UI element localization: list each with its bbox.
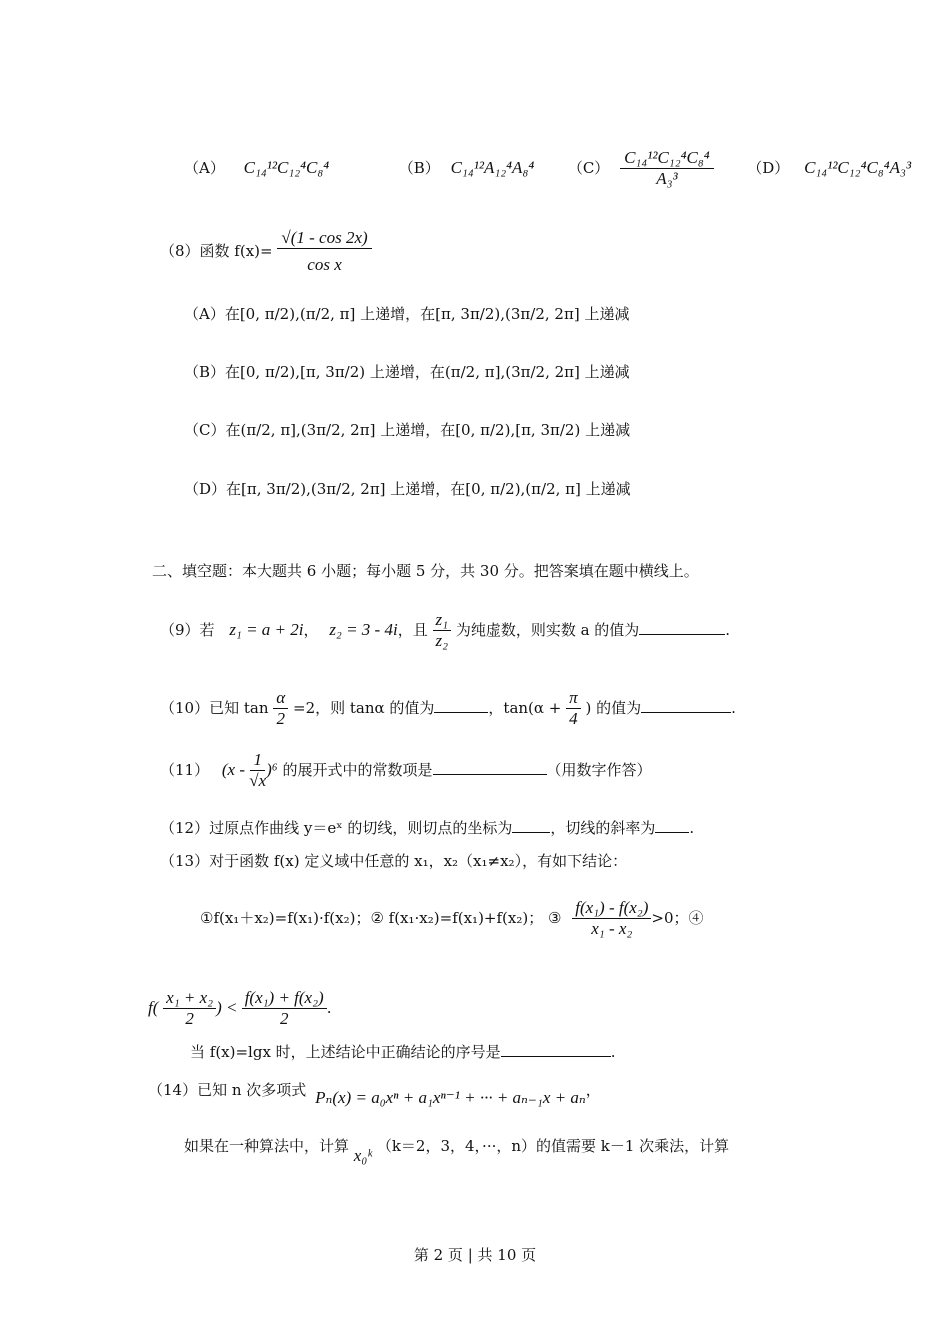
q14-stem-line [148, 1080, 601, 1107]
q9-sep2: ，且 [397, 620, 428, 639]
page-footer: 第 2 页 | 共 10 页 [413, 1246, 537, 1264]
q14-x0k: x₀ᵏ [353, 1146, 373, 1165]
q9-p1: （9）若 [160, 620, 220, 639]
q9-frac-num: z₁ [433, 610, 452, 631]
q10-frac-den: 2 [276, 709, 285, 729]
q10-frac2-num: π [566, 688, 581, 709]
q13-c3-tail: >0；④ [651, 908, 704, 927]
q13-c4-den1: 2 [185, 1009, 194, 1029]
q13-answer-blank[interactable] [501, 1042, 611, 1057]
q7-b-label: （B） [398, 158, 440, 177]
q11-fraction [249, 750, 266, 792]
q10-frac2-den: 4 [569, 709, 578, 729]
q8-option-b: （B）在[0, π/2),[π, 3π/2) 上递增，在(π/2, π],(3π/2, 2π] 上递减 [184, 363, 630, 381]
q7-c-num: C₁₄¹²C₁₂⁴C₈⁴ [620, 148, 714, 169]
q13-c3-den: x₁ - x₂ [591, 919, 633, 939]
q13-c4-num2: f(x₁) + f(x₂) [242, 988, 327, 1009]
q11-expr-right: )⁶ [266, 759, 278, 779]
q10-answer-blank-2[interactable] [641, 698, 731, 713]
q10-frac-num: α [273, 688, 288, 709]
q12-answer-blank-2[interactable] [655, 818, 689, 833]
q7-b-expr: C₁₄¹²A₁₂⁴A₈⁴ [450, 157, 535, 177]
q9-frac-den: z₂ [435, 631, 449, 651]
q14-line-2 [184, 1136, 730, 1165]
q13-conclusions [200, 898, 704, 940]
q9-fraction [433, 610, 452, 652]
q9-line [160, 610, 730, 652]
q8-fraction [277, 228, 371, 276]
q8-option-d: （D）在[π, 3π/2),(3π/2, 2π] 上递增，在[0, π/2),(π/2, π] 上递减 [184, 480, 631, 498]
q13-c4-fraction-1 [163, 988, 216, 1030]
q11-p1: （11） [160, 760, 210, 779]
q13-c3-fraction [572, 898, 651, 940]
q13-end: . [610, 1043, 616, 1061]
q9-z1: z₁ = a + 2i [229, 619, 304, 639]
q11-expr-left: (x - [221, 759, 250, 779]
q12-end: . [689, 819, 695, 837]
q9-answer-blank[interactable] [639, 620, 725, 635]
q9-sep1: ， [303, 620, 319, 639]
q11-answer-blank[interactable] [433, 760, 547, 775]
q13-c4-end: . [326, 998, 332, 1017]
q10-p2: =2，则 tanα 的值为 [293, 698, 435, 717]
q14-poly: Pₙ(x) = a₀xⁿ + a₁xⁿ⁻¹ + ··· + aₙ₋₁x + aₙ [315, 1088, 586, 1107]
q10-p1: （10）已知 tan [160, 698, 269, 717]
q10-line [160, 688, 736, 730]
q11-frac-num: 1 [250, 750, 265, 771]
q13-c3-num: f(x₁) - f(x₂) [572, 898, 651, 919]
q10-fraction-2 [566, 688, 581, 730]
q7-options [184, 148, 911, 190]
q8-stem-line [160, 228, 372, 276]
q10-fraction [273, 688, 288, 730]
q14-stem: （14）已知 n 次多项式 [148, 1081, 307, 1099]
q13-c4-left: f( [148, 997, 159, 1017]
q13-c4-mid: ) < [216, 997, 242, 1017]
q7-a-expr: C₁₄¹²C₁₂⁴C₈⁴ [243, 157, 330, 177]
q8-option-a: （A）在[0, π/2),(π/2, π] 上递增，在[π, 3π/2),(3π/2, 2π] 上递减 [184, 305, 630, 323]
q7-a-label: （A） [184, 158, 225, 177]
q13-c4-fraction-2 [242, 988, 327, 1030]
q12-p2: ，切线的斜率为 [550, 819, 656, 837]
q7-d-expr: C₁₄¹²C₁₂⁴C₈⁴A₃³ [804, 157, 912, 177]
q13-c4-line [148, 988, 331, 1030]
q8-option-c: （C）在(π/2, π],(3π/2, 2π] 上递增，在[0, π/2),[π, 3π/2) 上递减 [184, 421, 631, 439]
q11-line [160, 750, 652, 792]
q11-frac-den: √x [249, 771, 267, 791]
q12-line [160, 818, 694, 837]
q10-p4: ) 的值为 [585, 698, 642, 717]
q7-c-label: （C） [567, 158, 610, 177]
q10-p3: ，tan(α + [488, 698, 567, 717]
q14-tail: ， [585, 1081, 601, 1099]
q14-line2-b: （k＝2，3，4，···，n）的值需要 k－1 次乘法，计算 [376, 1137, 730, 1155]
q8-stem: （8）函数 f(x)= [160, 241, 278, 260]
q10-answer-blank-1[interactable] [434, 698, 488, 713]
q13-c4-num1: x₁ + x₂ [163, 988, 216, 1009]
q11-p3: （用数字作答） [546, 760, 652, 779]
section-2-heading: 二、填空题：本大题共 6 小题；每小题 5 分，共 30 分。把答案填在题中横线上。 [152, 562, 699, 580]
q13-stem: （13）对于函数 f(x) 定义域中任意的 x₁，x₂（x₁≠x₂），有如下结论： [160, 852, 628, 870]
q8-num: √(1 - cos 2x) [277, 228, 371, 249]
q12-p1: （12）过原点作曲线 y＝eˣ 的切线，则切点的坐标为 [160, 819, 513, 837]
q13-c4-den2: 2 [279, 1009, 289, 1029]
q13-ask: 当 f(x)=lgx 时，上述结论中正确结论的序号是 [190, 1043, 501, 1061]
q13-ask-line [190, 1042, 615, 1061]
q14-line2-a: 如果在一种算法中，计算 [184, 1137, 350, 1155]
q7-c-fraction [620, 148, 714, 190]
q9-p2: 为纯虚数，则实数 a 的值为 [455, 620, 640, 639]
q11-p2: 的展开式中的常数项是 [282, 760, 433, 779]
q9-z2: z₂ = 3 - 4i [329, 619, 398, 639]
q7-d-label: （D） [747, 158, 790, 177]
q10-end: . [731, 698, 736, 717]
q7-c-den: A₃³ [656, 169, 678, 189]
q12-answer-blank-1[interactable] [512, 818, 550, 833]
q13-c1: ①f(x₁＋x₂)=f(x₁)·f(x₂)；② f(x₁·x₂)=f(x₁)+f(x₂)； ③ [200, 908, 562, 927]
q8-den: cos x [307, 255, 342, 275]
q9-end: . [725, 620, 731, 639]
